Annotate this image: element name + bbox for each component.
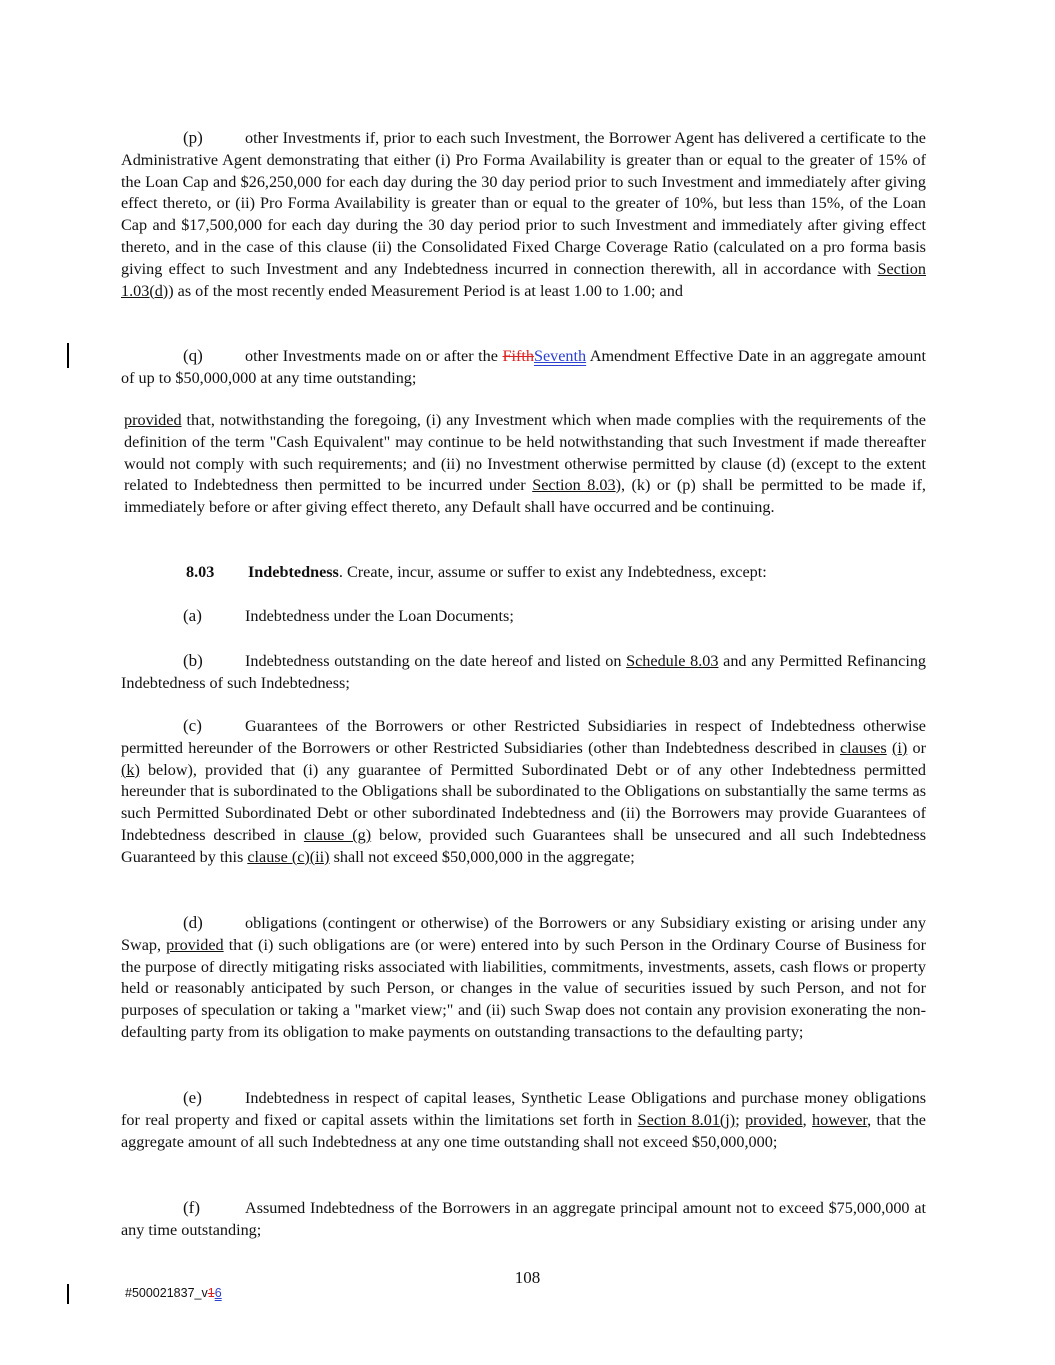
clause-text: , (802, 1110, 813, 1129)
clause-reference: clause (c)(ii) (247, 847, 330, 866)
clause-text: Indebtedness in respect of capital leases, Synthetic Lease Obligations and purchase money obligations for real property and fixed or capital assets within the limitations set forth in (121, 1089, 926, 1129)
proviso (124, 410, 926, 519)
clause-text: below), provided that (i) any guarantee of Permitted Subordinated Debt or of any other Indebtedness permitted hereunder that is subordinated to the Obligations shall be subordinated to the Obligations on substantially the same terms as such Permitted Subordinated Debt or other subordinated Indebtedness and (ii) the Borrowers may provide Guarantees of Indebtedness described in (121, 760, 926, 844)
clause-reference: clauses (839, 738, 887, 757)
clause-text: Indebtedness outstanding on the date hereof and listed on (245, 652, 627, 670)
clause-e (121, 1087, 926, 1153)
proviso-lead: provided (166, 935, 224, 954)
change-bar (67, 1284, 69, 1304)
clause-text: that (i) such obligations are (or were) entered into by such Person in the Ordinary Course of Business for the purpose of directly mitigating risks associated with liabilities, commitments, investments, assets, cash flows or property held or reasonably anticipated by such Person, or changes in the value of securities issued by such Person, and not for purposes of speculation or taking a "market view;" and (ii) such Swap does not contain any provision exonerating the non-defaulting party from its obligation to make payments on outstanding transactions to the defaulting party; (121, 935, 926, 1041)
section-title: Indebtedness (248, 563, 339, 581)
clause-label: (e) (183, 1088, 202, 1107)
deleted-text: Fifth (502, 347, 534, 365)
clause-a (121, 605, 926, 628)
page-number: 108 (514, 1268, 541, 1287)
clause-f (121, 1197, 926, 1242)
clause-label: (c) (183, 716, 202, 735)
section-number: 8.03 (186, 563, 215, 581)
clause-text: Indebtedness under the Loan Documents; (245, 607, 514, 625)
proviso-text: ), (k) or (p) shall be permitted to be made if, immediately before or after giving effect thereto, any Default shall have occurred and be continuing. (124, 476, 926, 517)
section-reference: Section 8.03 (532, 476, 616, 495)
document-id-prefix: #500021837_v (125, 1286, 208, 1300)
change-bar (67, 343, 69, 368)
clause-label: (p) (183, 128, 203, 147)
clause-text: ; (735, 1110, 746, 1129)
clause-text: below, provided such Guarantees shall be unsecured and all such Indebtedness Guaranteed by this (121, 825, 927, 866)
clause-text: other Investments made on or after the (245, 347, 503, 365)
clause-text: or (907, 738, 926, 757)
clause-label: (a) (183, 606, 202, 625)
clause-reference: (i) (891, 738, 908, 757)
section-intro: . Create, incur, assume or suffer to exist any Indebtedness, except: (338, 563, 767, 581)
clause-p (121, 127, 926, 302)
clause-label: (q) (183, 346, 203, 365)
inserted-text: Seventh (533, 347, 587, 365)
clause-text: Guarantees of the Borrowers or other Restricted Subsidiaries in respect of Indebtedness otherwise permitted hereunder of the Borrowers or other Restricted Subsidiaries (other than Indebtedness described in (121, 717, 926, 757)
deleted-text: 1 (207, 1286, 215, 1300)
clause-text: Amendment Effective Date in an aggregate amount of up to $50,000,000 at any time outstanding; (121, 347, 926, 387)
section-reference: Section 8.01(j) (637, 1110, 736, 1129)
clause-reference: (k) (121, 760, 140, 779)
clause-c (121, 715, 926, 869)
clause-label: (d) (183, 913, 203, 932)
clause-label: (f) (183, 1198, 200, 1217)
clause-q (121, 345, 926, 390)
clause-b (121, 650, 926, 695)
document-id (125, 1286, 222, 1300)
inserted-text: 6 (214, 1286, 222, 1300)
proviso-lead: however (812, 1110, 868, 1129)
clause-label: (b) (183, 651, 203, 670)
proviso-lead: provided (745, 1110, 803, 1129)
proviso-text: that, notwithstanding the foregoing, (i) any Investment which when made complies with the requirements of the definition of the term "Cash Equivalent" may continue to be held notwithstanding that such Investment if made thereafter would not comply with such requirements; and (ii) no Investment otherwise permitted by clause (d) (except to the extent related to Indebtedness then permitted to be incurred under (124, 411, 926, 495)
section-reference: Section 1.03(d) (121, 259, 926, 300)
clause-text: other Investments if, prior to each such Investment, the Borrower Agent has delivered a certificate to the Administrative Agent demonstrating that either (i) Pro Forma Availability is greater than or equal to the greater of 15% of the Loan Cap and $26,250,000 for each day during the 30 day period prior to such Investment and immediately after giving effect thereto, or (ii) Pro Forma Availability is greater than or equal to the greater of 10%, but less than 15%, of the Loan Cap and $17,500,000 for each day during the 30 day period prior to such Investment and immediately after giving effect thereto, and in the case of this clause (ii) the Consolidated Fixed Charge Coverage Ratio (calculated on a pro forma basis giving effect to such Investment and any Indebtedness incurred in connection therewith, all in accordance with (121, 129, 926, 278)
section-heading (186, 562, 767, 584)
clause-reference: clause (g) (303, 825, 372, 844)
clause-text: , that the aggregate amount of all such Indebtedness at any one time outstanding shall not exceed $50,000,000; (121, 1110, 926, 1151)
schedule-reference: Schedule 8.03 (626, 652, 719, 670)
clause-text: shall not exceed $50,000,000 in the aggregate; (329, 847, 635, 866)
clause-d (121, 912, 926, 1044)
clause-text: and any Permitted Refinancing Indebtedness of such Indebtedness; (121, 652, 927, 692)
proviso-lead: provided (124, 411, 182, 429)
clause-text: Assumed Indebtedness of the Borrowers in an aggregate principal amount not to exceed $75,000,000 at any time outstanding; (121, 1199, 926, 1239)
clause-text: ) as of the most recently ended Measurement Period is at least 1.00 to 1.00; and (168, 281, 683, 300)
clause-text: obligations (contingent or otherwise) of the Borrowers or any Subsidiary existing or arising under any Swap, (121, 914, 926, 954)
